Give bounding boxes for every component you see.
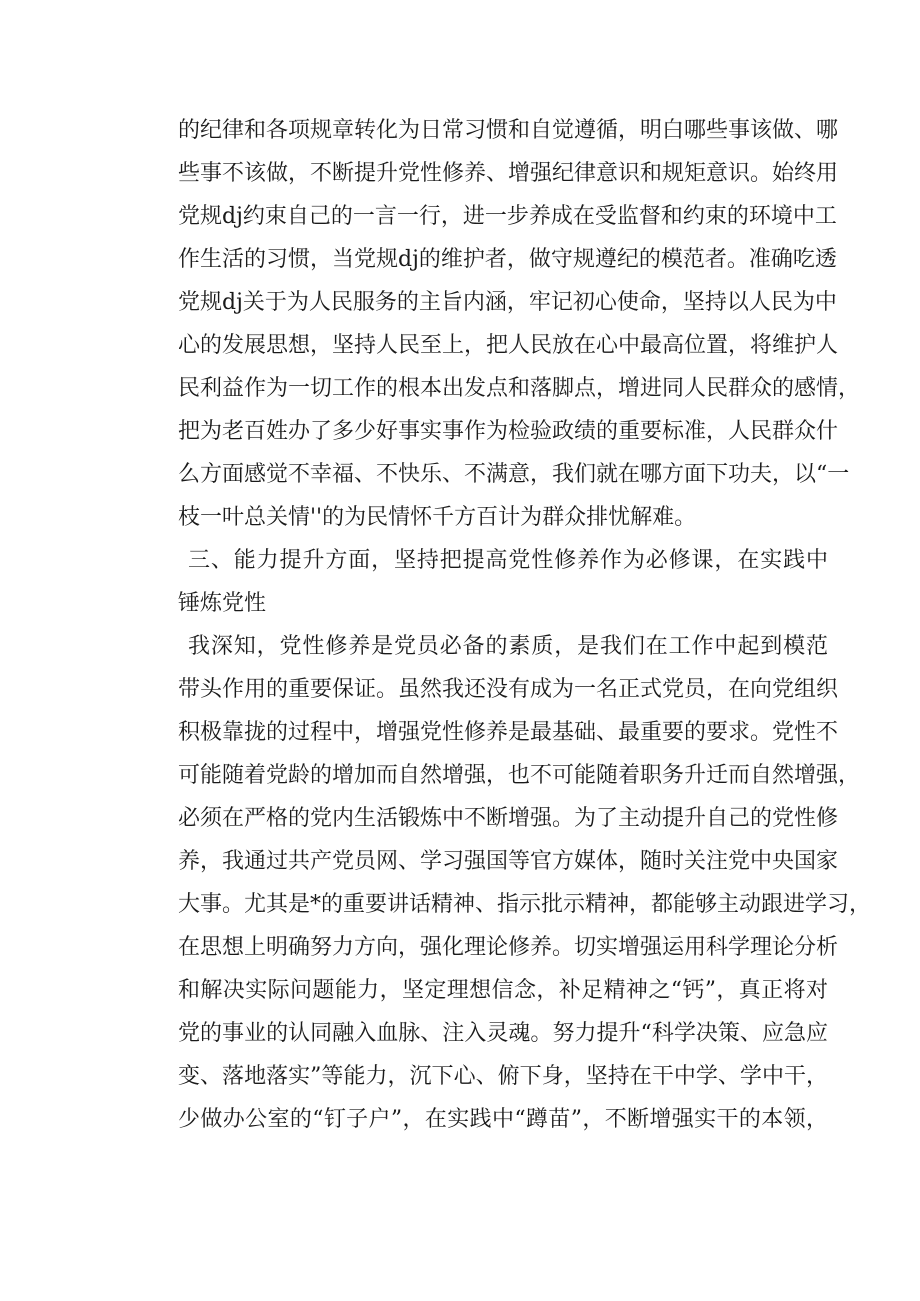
body-text-line: 的纪律和各项规章转化为日常习惯和自觉遵循，明白哪些事该做、哪 bbox=[178, 118, 839, 143]
body-text-line: 我深知，党性修养是党员必备的素质，是我们在工作中起到模范 bbox=[188, 634, 828, 659]
body-text-line: 把为老百姓办了多少好事实事作为检验政绩的重要标准，人民群众什 bbox=[178, 419, 839, 444]
body-text-line: 枝一叶总关情''的为民情怀千方百计为群众排忧解难。 bbox=[178, 505, 697, 530]
body-text-line: 民利益作为一切工作的根本出发点和落脚点，增进同人民群众的感情， bbox=[178, 376, 861, 401]
body-text-line: 党的事业的认同融入血脉、注入灵魂。努力提升“科学决策、应急应 bbox=[178, 1021, 828, 1046]
body-text-line: 和解决实际问题能力，坚定理想信念，补足精神之“钙”，真正将对 bbox=[178, 978, 828, 1003]
body-text-line: 些事不该做，不断提升党性修养、增强纪律意识和规矩意识。始终用 bbox=[178, 161, 839, 186]
body-text-line: 必须在严格的党内生活锻炼中不断增强。为了主动提升自己的党性修 bbox=[178, 806, 839, 831]
body-text-line: 么方面感觉不幸福、不快乐、不满意，我们就在哪方面下功夫，以“一 bbox=[178, 462, 850, 487]
body-text-line: 变、落地落实”等能力，沉下心、俯下身，坚持在干中学、学中干， bbox=[178, 1064, 828, 1089]
body-text-line: 党规dj约束自己的一言一行，进一步养成在受监督和约束的环境中工 bbox=[178, 204, 837, 229]
body-text-line: 在思想上明确努力方向，强化理论修养。切实增强运用科学理论分析 bbox=[178, 935, 839, 960]
body-text-line: 少做办公室的“钉子户”，在实践中“蹲苗”，不断增强实干的本领， bbox=[178, 1107, 828, 1132]
body-text-line: 养，我通过共产党员网、学习强国等官方媒体，随时关注党中央国家 bbox=[178, 849, 839, 874]
body-text-line: 带头作用的重要保证。虽然我还没有成为一名正式党员，在向党组织 bbox=[178, 677, 839, 702]
body-text-line: 大事。尤其是*的重要讲话精神、指示批示精神，都能够主动跟进学习， bbox=[178, 892, 872, 917]
body-text-line: 心的发展思想，坚持人民至上，把人民放在心中最高位置，将维护人 bbox=[178, 333, 839, 358]
section-heading: 三、能力提升方面，坚持把提高党性修养作为必修课，在实践中 bbox=[188, 548, 828, 573]
body-text-line: 作生活的习惯，当党规dj的维护者，做守规遵纪的模范者。准确吃透 bbox=[178, 247, 837, 272]
body-text-line: 党规dj关于为人民服务的主旨内涵，牢记初心使命，坚持以人民为中 bbox=[178, 290, 837, 315]
body-text-line: 可能随着党龄的增加而自然增强，也不可能随着职务升迁而自然增强， bbox=[178, 763, 861, 788]
section-heading: 锤炼党性 bbox=[178, 591, 267, 616]
body-text-line: 积极靠拢的过程中，增强党性修养是最基础、最重要的要求。党性不 bbox=[178, 720, 839, 745]
